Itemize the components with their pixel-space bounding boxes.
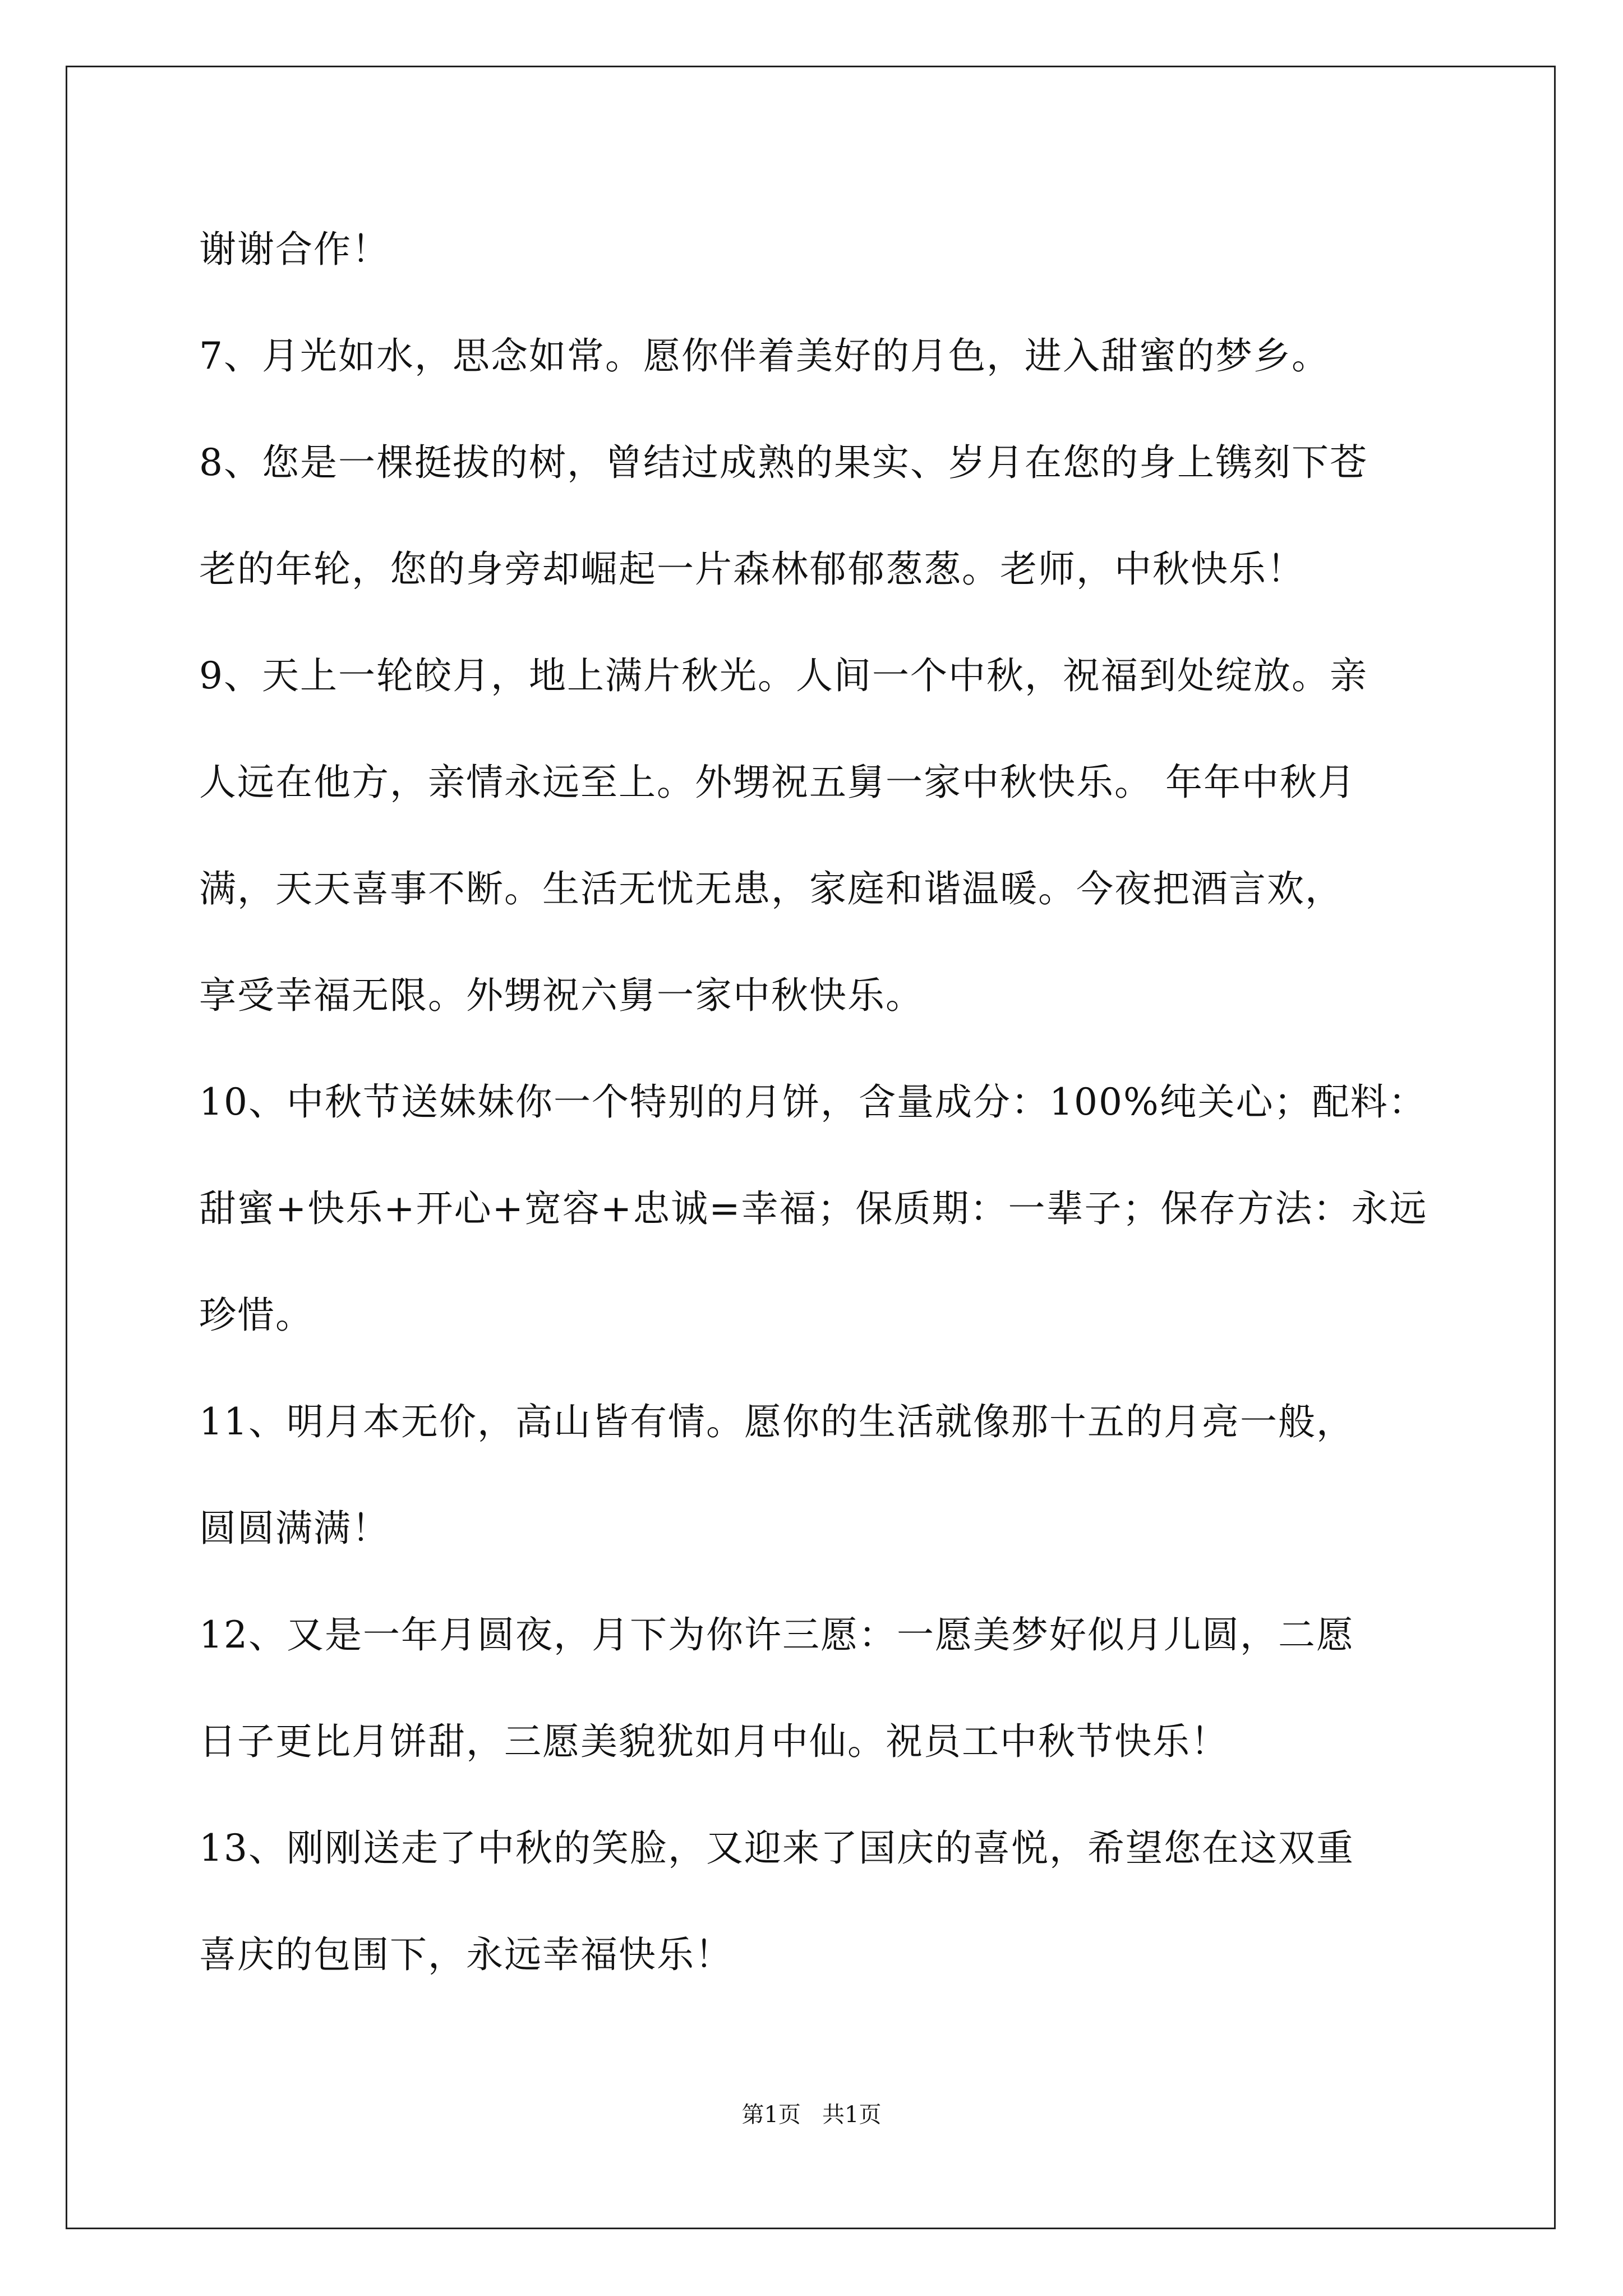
text-line: 甜蜜+快乐+开心+宽容+忠诚=幸福；保质期：一辈子；保存方法：永远 — [199, 1187, 1428, 1230]
text-line: 老的年轮，您的身旁却崛起一片森林郁郁葱葱。老师，中秋快乐！ — [199, 547, 1305, 591]
text-line: 8、您是一棵挺拔的树，曾结过成熟的果实、岁月在您的身上镌刻下苍 — [199, 441, 1368, 484]
text-line: 谢谢合作！ — [199, 228, 390, 271]
text-line: 9、天上一轮皎月，地上满片秋光。人间一个中秋，祝福到处绽放。亲 — [199, 654, 1368, 697]
text-line: 圆圆满满！ — [199, 1507, 390, 1550]
text-line: 喜庆的包围下，永远幸福快乐！ — [199, 1933, 733, 1976]
text-line: 10、中秋节送妹妹你一个特别的月饼，含量成分：100%纯关心；配料： — [199, 1080, 1427, 1124]
text-line: 日子更比月饼甜，三愿美貌犹如月中仙。祝员工中秋节快乐！ — [199, 1720, 1229, 1763]
page-border — [66, 66, 1556, 2229]
text-line: 13、刚刚送走了中秋的笑脸，又迎来了国庆的喜悦，希望您在这双重 — [199, 1826, 1354, 1870]
text-line: 11、明月本无价，高山皆有情。愿你的生活就像那十五的月亮一般， — [199, 1400, 1354, 1443]
text-line: 珍惜。 — [199, 1294, 313, 1337]
text-line: 7、月光如水，思念如常。愿你伴着美好的月色，进入甜蜜的梦乡。 — [199, 334, 1330, 378]
page-number: 第1页 共1页 — [741, 2102, 882, 2128]
text-line: 满，天天喜事不断。生活无忧无患，家庭和谐温暖。今夜把酒言欢， — [199, 867, 1343, 910]
text-line: 12、又是一年月圆夜，月下为你许三愿：一愿美梦好似月儿圆，二愿 — [199, 1613, 1354, 1657]
text-line: 享受幸福无限。外甥祝六舅一家中秋快乐。 — [199, 974, 924, 1017]
text-line: 人远在他方，亲情永远至上。外甥祝五舅一家中秋快乐。 年年中秋月 — [199, 761, 1356, 804]
